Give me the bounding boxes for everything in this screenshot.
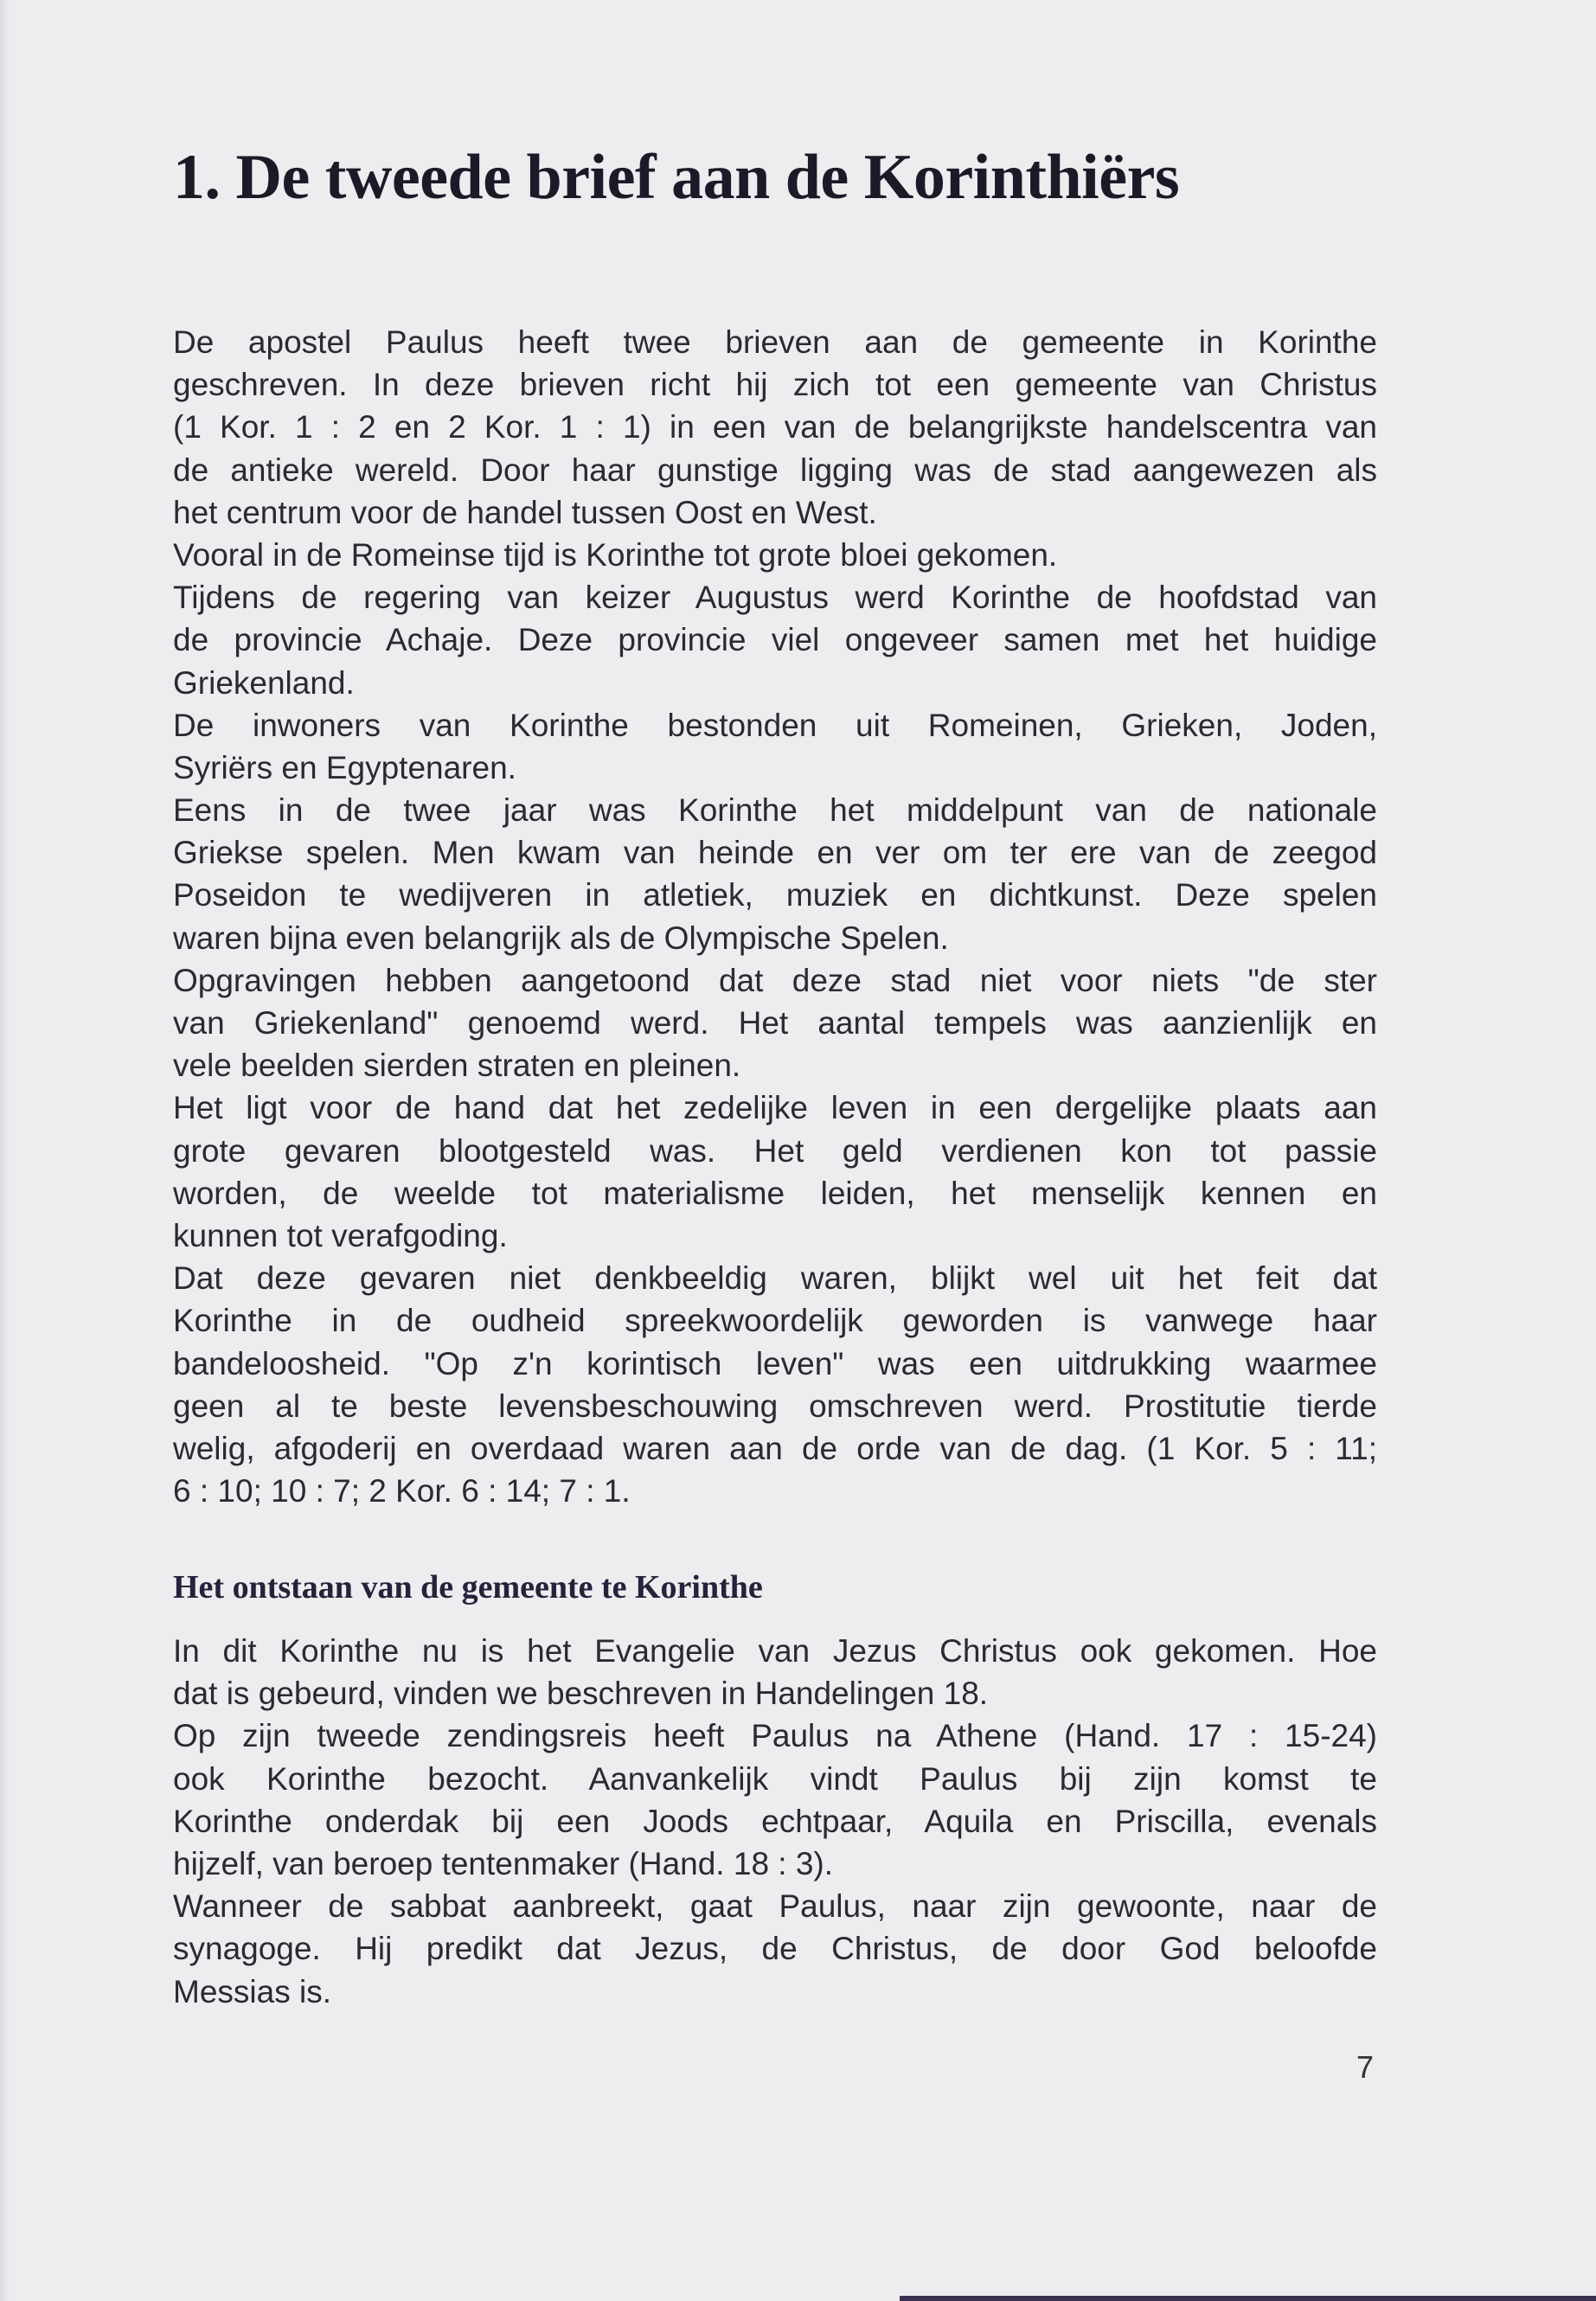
text-line: Griekse spelen. Men kwam van heinde en ver om ter ere van de zeegod (173, 835, 1377, 871)
text-line: geen al te beste levensbeschouwing omschreven werd. Prostitutie tierde (173, 1388, 1377, 1424)
text-line: het centrum voor de handel tussen Oost en West. (173, 494, 877, 530)
section-body-2 (173, 1630, 1377, 2013)
text-line: hijzelf, van beroep tentenmaker (Hand. 18 : 3). (173, 1845, 834, 1881)
text-line: Het ligt voor de hand dat het zedelijke leven in een dergelijke plaats aan (173, 1090, 1377, 1126)
text-line: grote gevaren blootgesteld was. Het geld verdienen kon tot passie (173, 1132, 1377, 1169)
paragraph (173, 321, 1377, 534)
text-line: (1 Kor. 1 : 2 en 2 Kor. 1 : 1) in een van de belangrijkste handelscentra van (173, 409, 1377, 445)
text-line: Vooral in de Romeinse tijd is Korinthe tot grote bloei gekomen. (173, 536, 1058, 573)
section-body-1 (173, 321, 1377, 1512)
text-line: Dat deze gevaren niet denkbeeldig waren, blijkt wel uit het feit dat (173, 1260, 1377, 1297)
paragraph (173, 1715, 1377, 1885)
paragraph (173, 1630, 1377, 1715)
text-line: ook Korinthe bezocht. Aanvankelijk vindt Paulus bij zijn komst te (173, 1760, 1377, 1797)
text-line: Opgravingen hebben aangetoond dat deze stad niet voor niets "de ster (173, 962, 1377, 998)
paragraph (173, 1086, 1377, 1257)
chapter-title: 1. De tweede brief aan de Korinthiërs (173, 142, 1180, 213)
text-line: synagoge. Hij predikt dat Jezus, de Christus, de door God beloofde (173, 1931, 1377, 1967)
text-line: Poseidon te wedijveren in atletiek, muziek en dichtkunst. Deze spelen (173, 877, 1377, 913)
page-edge-shadow (0, 0, 10, 2301)
text-line: Messias is. (173, 1973, 331, 2009)
text-line: De inwoners van Korinthe bestonden uit Romeinen, Grieken, Joden, (173, 707, 1377, 743)
text-line: van Griekenland" genoemd werd. Het aantal tempels was aanzienlijk en (173, 1005, 1377, 1041)
text-line: de antieke wereld. Door haar gunstige ligging was de stad aangewezen als (173, 452, 1377, 488)
paragraph (173, 576, 1377, 704)
text-line: Korinthe onderdak bij een Joods echtpaar, Aquila en Priscilla, evenals (173, 1803, 1377, 1839)
text-line: Korinthe in de oudheid spreekwoordelijk geworden is vanwege haar (173, 1303, 1377, 1339)
text-line: Op zijn tweede zendingsreis heeft Paulus na Athene (Hand. 17 : 15-24) (173, 1718, 1377, 1754)
section-heading: Het ontstaan van de gemeente te Korinthe (173, 1569, 763, 1606)
text-line: Syriërs en Egyptenaren. (173, 749, 516, 785)
text-line: geschreven. In deze brieven richt hij zich tot een gemeente van Christus (173, 367, 1377, 403)
page-bottom-edge (900, 2296, 1596, 2301)
text-line: dat is gebeurd, vinden we beschreven in Handelingen 18. (173, 1676, 989, 1712)
paragraph (173, 1257, 1377, 1512)
text-line: De apostel Paulus heeft twee brieven aan de gemeente in Korinthe (173, 324, 1377, 360)
text-line: Tijdens de regering van keizer Augustus werd Korinthe de hoofdstad van (173, 580, 1377, 616)
paragraph (173, 534, 1377, 576)
text-line: Griekenland. (173, 664, 355, 701)
text-line: kunnen tot verafgoding. (173, 1217, 508, 1253)
paragraph (173, 704, 1377, 789)
page-number: 7 (1356, 2049, 1375, 2085)
text-line: Wanneer de sabbat aanbreekt, gaat Paulus, naar zijn gewoonte, naar de (173, 1888, 1377, 1925)
text-line: In dit Korinthe nu is het Evangelie van Jezus Christus ook gekomen. Hoe (173, 1633, 1377, 1669)
text-line: worden, de weelde tot materialisme leiden, het menselijk kennen en (173, 1175, 1377, 1211)
paragraph (173, 959, 1377, 1087)
text-line: welig, afgoderij en overdaad waren aan de orde van de dag. (1 Kor. 5 : 11; (173, 1430, 1377, 1466)
text-line: de provincie Achaje. Deze provincie viel ongeveer samen met het huidige (173, 622, 1377, 658)
paragraph (173, 1885, 1377, 2013)
paragraph (173, 789, 1377, 959)
text-line: bandeloosheid. "Op z'n korintisch leven" was een uitdrukking waarmee (173, 1345, 1377, 1381)
text-line: vele beelden sierden straten en pleinen. (173, 1048, 741, 1084)
text-line: Eens in de twee jaar was Korinthe het middelpunt van de nationale (173, 792, 1377, 829)
text-line: waren bijna even belangrijk als de Olympische Spelen. (173, 920, 949, 956)
text-line: 6 : 10; 10 : 7; 2 Kor. 6 : 14; 7 : 1. (173, 1473, 631, 1509)
